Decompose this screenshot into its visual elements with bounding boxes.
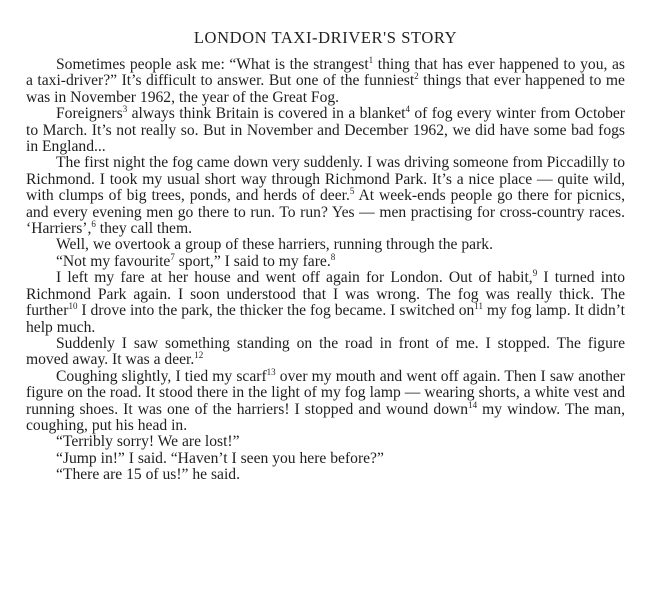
story-paragraph: Foreigners$^3$ always think Britain is covered in a blanket$^4$ of fog every winter from October to March. It’s not really so. But in November and December 1962, we did have some bad fogs in England... bbox=[26, 104, 625, 156]
story-paragraph: Sometimes people ask me: “What is the strangest$^1$ thing that has ever happened to you, as a taxi-driver?” It’s difficult to answer. But one of the funniest$^2$ things that ever happened to me was in November 1962, the year of the Great Fog. bbox=[26, 54, 625, 106]
story-paragraph: I left my fare at her house and went off again for London. Out of habit,$^9$ I turned into Richmond Park again. I soon understood that I was wrong. The fog was really thick. The further$^{10}$ I drove into the park, the thicker the fog became. I switched $on^{11}$ my fog lamp. It didn’t help much. bbox=[26, 268, 626, 336]
story-body bbox=[26, 54, 626, 484]
footnote-marker: 13 bbox=[266, 366, 276, 377]
footnote-marker: 14 bbox=[468, 399, 478, 410]
footnote-marker: 3 bbox=[122, 104, 128, 115]
footnote-marker: 6 bbox=[91, 218, 96, 229]
footnote-marker: 10 bbox=[68, 300, 78, 311]
footnote-marker: 11 bbox=[474, 300, 483, 311]
story-title: LONDON TAXI-DRIVER'S STORY bbox=[193, 28, 458, 47]
footnote-marker: 5 bbox=[349, 186, 355, 197]
footnote-marker: 9 bbox=[532, 268, 538, 279]
footnote-marker: 1 bbox=[368, 54, 374, 65]
story-paragraph: “Terribly sorry! We are lost!” bbox=[56, 433, 240, 451]
story-paragraph: Coughing slightly, I tied my scarf$^{13}$ over my mouth and went off again. Then I saw another figure on the road. It stood there in the light of my fog lamp — wearing shorts, a white vest and running shoes. It was one of the harriers! I stopped and wound down$^{14}$ my window. The man, coughing, put his head in. bbox=[26, 366, 626, 434]
footnote-marker: 8 bbox=[330, 251, 336, 262]
story-paragraph: Well, we overtook a group of these harriers, running through the park. bbox=[56, 236, 493, 254]
story-paragraph: Suddenly I saw something standing on the road in front of me. I stopped. The figure moved away. It was a deer.$^{12}$ bbox=[26, 334, 625, 369]
story-paragraph: The first night the fog came down very suddenly. I was driving someone from Piccadilly to Richmond. I took my usual short way through Richmond Park. It’s a nice place — quite wild, with clumps of big trees, ponds, and herds of deer.$^5$ At week-ends people go there for picnics, and every evening men go there to run. To run? Yes — men practising for cross-country races. ‘Harriers’,$^6$ they call them. bbox=[26, 154, 625, 238]
footnote-marker: 2 bbox=[414, 71, 419, 82]
story-paragraph: “Not my favourite$^7$ sport,” I said to my fare.$^8$ bbox=[56, 251, 336, 270]
footnote-marker: 7 bbox=[170, 251, 175, 262]
story-paragraph: “Jump in!” I said. “Haven’t I seen you here before?” bbox=[56, 449, 384, 467]
story-paragraph: “There are 15 of us!” he said. bbox=[56, 466, 241, 484]
footnote-marker: 12 bbox=[194, 350, 204, 361]
footnote-marker: 4 bbox=[405, 104, 411, 115]
